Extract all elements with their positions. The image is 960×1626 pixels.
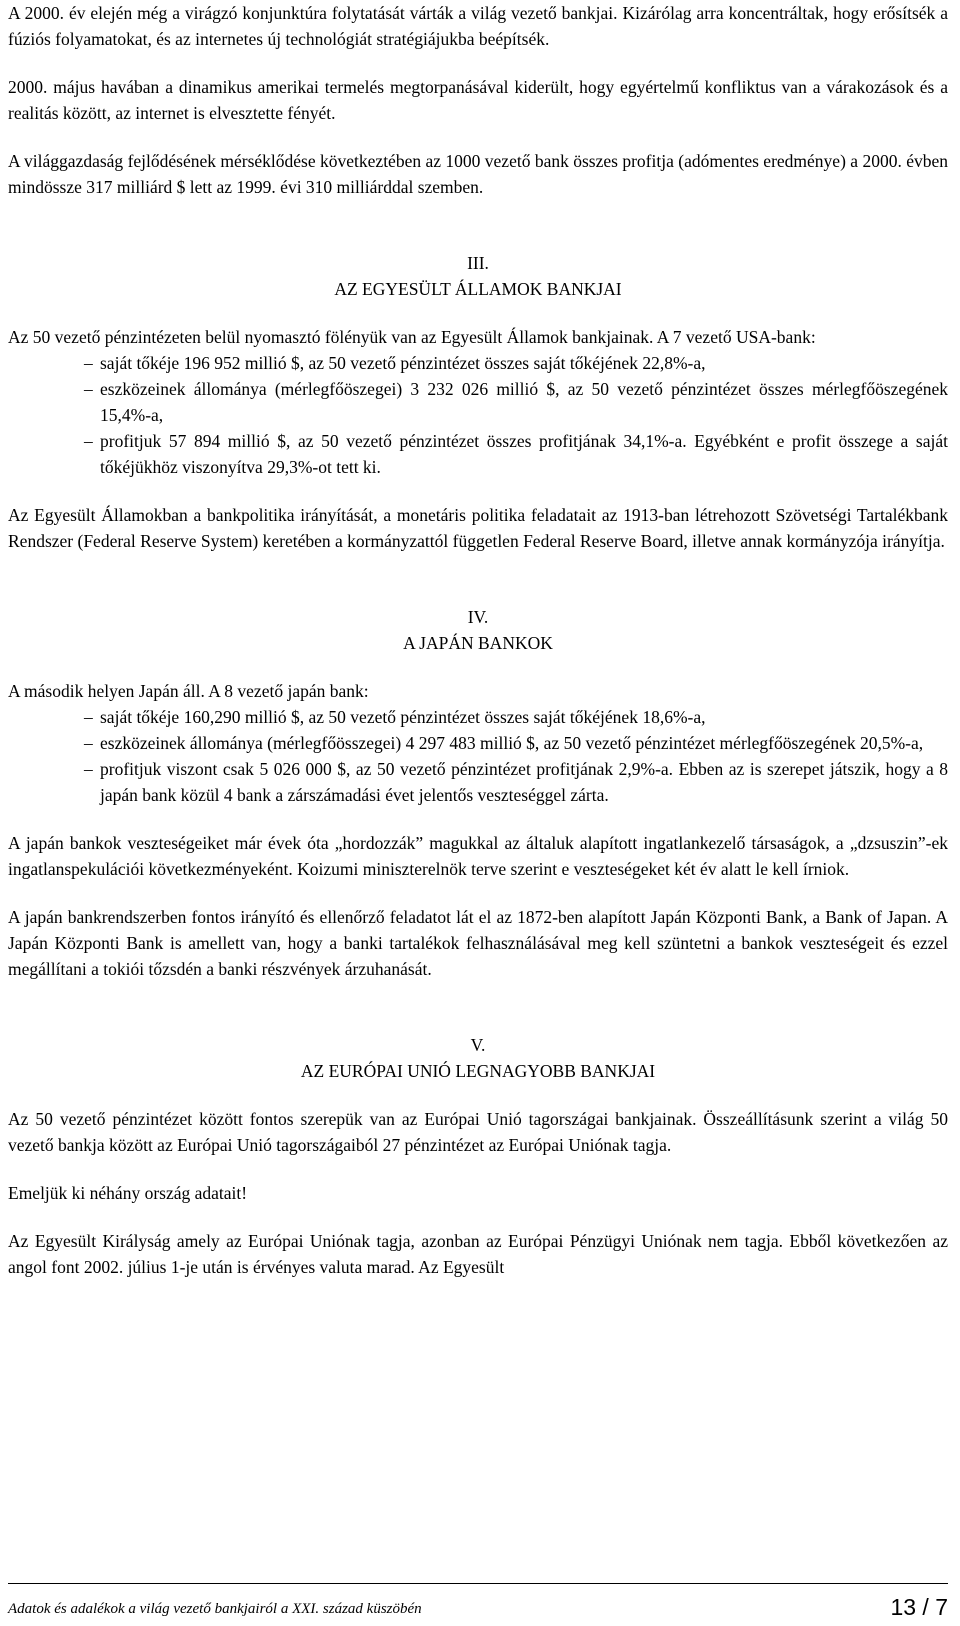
- section-4-list: [8, 704, 948, 808]
- section-3-paragraph: Az Egyesült Államokban a bankpolitika irányítását, a monetáris politika feladatait az 1913-ban létrehozott Szövetségi Tartalékbank Rendszer (Federal Reserve System) keretében a kormányzattól független Federal Reserve Board, illetve annak kormányzója irányítja.: [8, 505, 948, 551]
- list-item: – eszközeinek állománya (mérlegfőöszegei) 3 232 026 millió $, az 50 vezető pénzintézet összes mérlegfőöszegének 15,4%-a,: [8, 376, 948, 428]
- page-footer: [8, 1583, 948, 1626]
- intro-paragraph-3: A világgazdaság fejlődésének mérséklődése következtében az 1000 vezető bank összes profitja (adómentes eredménye) a 2000. évben mindössze 317 milliárd $ lett az 1999. évi 310 milliárddal szemben.: [8, 151, 948, 197]
- section-4: [8, 604, 948, 982]
- list-item: – eszközeinek állománya (mérlegfőösszegei) 4 297 483 millió $, az 50 vezető pénzintézet mérlegfőöszegének 20,5%-a,: [8, 730, 948, 756]
- section-5-paragraph-1: Az 50 vezető pénzintézet között fontos szerepük van az Európai Unió tagországai bankjainak. Összeállításunk szerint a világ 50 vezető bankja között az Európai Unió tagországaiból 27 pénzintézet az Európai Uniónak tagja.: [8, 1109, 948, 1155]
- intro-paragraph-2: 2000. május havában a dinamikus amerikai termelés megtorpanásával kiderült, hogy egyértelmű konfliktus van a várakozások és a realitás között, az internet is elvesztette fényét.: [8, 77, 948, 123]
- section-3-lead: Az 50 vezető pénzintézeten belül nyomasztó fölényük van az Egyesült Államok bankjainak. A 7 vezető USA-bank:: [8, 327, 816, 347]
- page-number: 13 / 7: [890, 1594, 948, 1620]
- section-4-title: A JAPÁN BANKOK: [403, 633, 553, 653]
- section-5-paragraph-3: Az Egyesült Királyság amely az Európai Uniónak tagja, azonban az Európai Pénzügyi Uniónak nem tagja. Ebből következően az angol font 2002. július 1-je után is érvényes valuta marad. Az Egyesült: [8, 1231, 948, 1277]
- section-5-title: AZ EURÓPAI UNIÓ LEGNAGYOBB BANKJAI: [300, 1061, 656, 1081]
- section-4-lead: A második helyen Japán áll. A 8 vezető japán bank:: [8, 681, 369, 701]
- section-3-title: AZ EGYESÜLT ÁLLAMOK BANKJAI: [334, 279, 622, 299]
- section-5: [8, 1032, 948, 1280]
- section-3-number: III.: [467, 253, 489, 273]
- document-page: [8, 0, 948, 1280]
- section-4-number: IV.: [467, 607, 489, 627]
- list-item: – profitjuk viszont csak 5 026 000 $, az 50 vezető pénzintézet profitjának 2,9%-a. Ebben az is szerepet játszik, hogy a 8 japán bank közül 4 bank a zárszámadási évet jelentős veszteséggel zárta.: [8, 756, 948, 808]
- intro-paragraph-1: A 2000. év elején még a virágzó konjunktúra folytatását várták a világ vezető bankjai. Kizárólag arra koncentráltak, hogy erősítsék a fúziós folyamatokat, és az internetes új technológiát stratégiájukba beépítsék.: [8, 3, 948, 49]
- section-5-paragraph-2: Emeljük ki néhány ország adatait!: [8, 1183, 248, 1203]
- list-item: – saját tőkéje 196 952 millió $, az 50 vezető pénzintézet összes saját tőkéjének 22,8%-a,: [8, 350, 948, 376]
- footer-title: Adatok és adalékok a világ vezető bankjairól a XXI. század küszöbén: [8, 1601, 422, 1617]
- section-3: [8, 250, 948, 554]
- section-4-paragraph-1: A japán bankok veszteségeiket már évek óta „hordozzák” magukkal az általuk alapított ingatlankezelő társaságok, a „dzsuszin”-ek ingatlanspekulációi következményeként. Koizumi miniszterelnök terve szerint e veszteségeket két év alatt le kell írniok.: [8, 833, 948, 879]
- section-5-number: V.: [470, 1035, 486, 1055]
- section-4-paragraph-2: A japán bankrendszerben fontos irányító és ellenőrző feladatot lát el az 1872-ben alapított Japán Központi Bank, a Bank of Japan. A Japán Központi Bank is amellett van, hogy a banki tartalékok felhasználásával meg kell szüntetni a bankok veszteségeit és ezzel megállítani a tokiói tőzsdén a banki részvények árzuhanását.: [8, 907, 948, 979]
- list-item: – profitjuk 57 894 millió $, az 50 vezető pénzintézet összes profitjának 34,1%-a. Egyébként e profit összege a saját tőkéjükhöz viszonyítva 29,3%-ot tett ki.: [8, 428, 948, 480]
- list-item: – saját tőkéje 160,290 millió $, az 50 vezető pénzintézet összes saját tőkéjének 18,6%-a,: [8, 704, 948, 730]
- section-3-list: [8, 350, 948, 480]
